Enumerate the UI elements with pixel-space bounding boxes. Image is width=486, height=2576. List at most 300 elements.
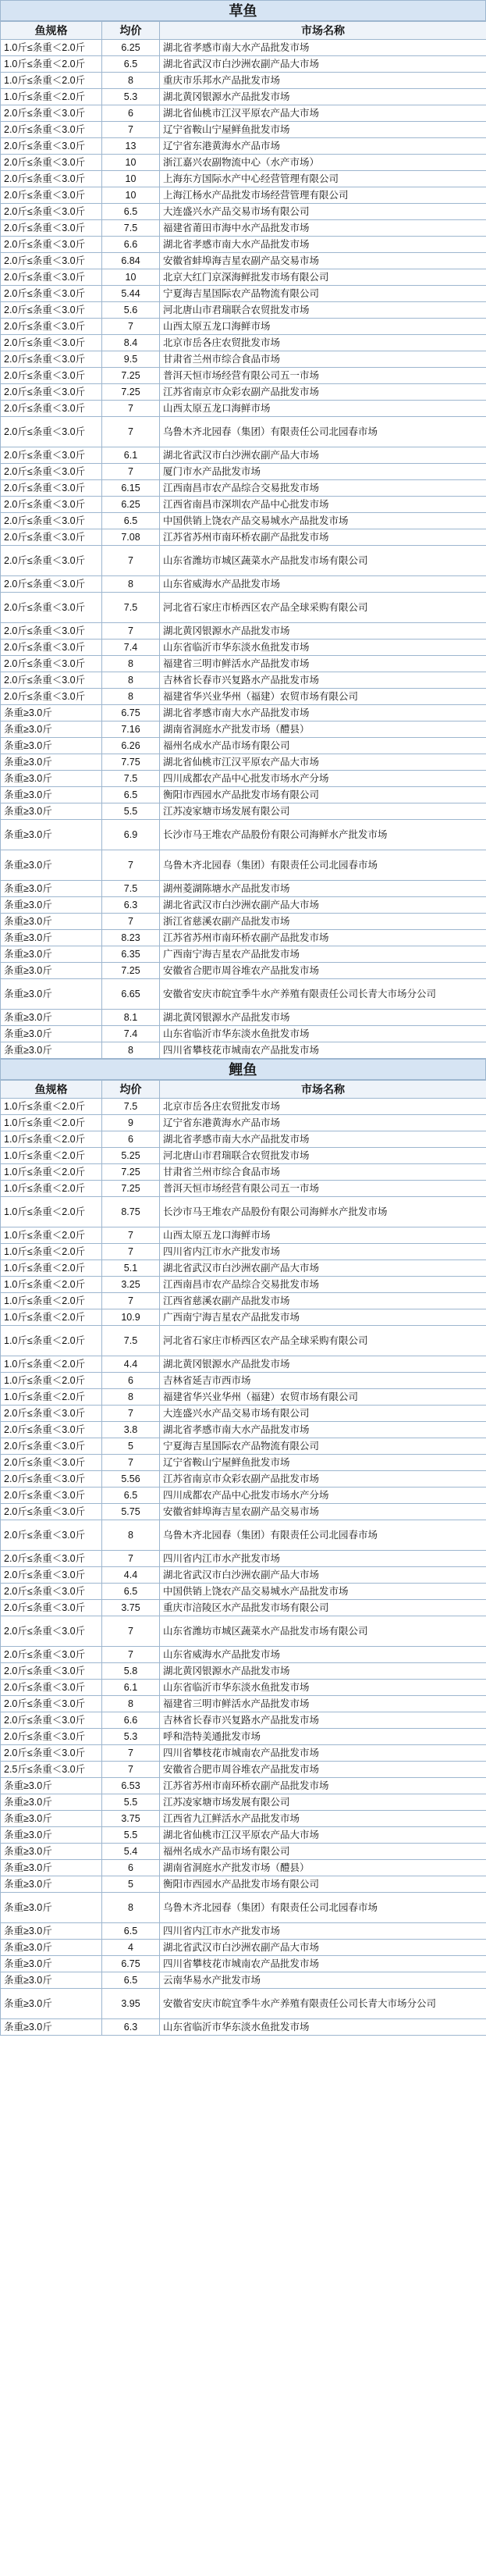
market-cell: 上海江杨水产品批发市场经营管理有限公司 (160, 187, 486, 204)
table-row (1, 1680, 486, 1696)
price-cell: 5.5 (102, 1794, 160, 1811)
spec-cell: 条重≥3.0斤 (1, 754, 102, 771)
spec-cell: 2.0斤≤条重＜3.0斤 (1, 1680, 102, 1696)
price-cell: 3.8 (102, 1422, 160, 1438)
spec-cell: 条重≥3.0斤 (1, 771, 102, 787)
header-spec: 鱼规格 (1, 1081, 102, 1099)
table-row (1, 351, 486, 368)
price-cell: 6.84 (102, 253, 160, 269)
table-row (1, 787, 486, 803)
price-cell: 7.25 (102, 368, 160, 384)
market-cell: 山东省威海水产品批发市场 (160, 576, 486, 593)
spec-cell: 1.0斤≤条重＜2.0斤 (1, 1148, 102, 1164)
spec-cell: 2.0斤≤条重＜3.0斤 (1, 286, 102, 302)
price-cell: 8 (102, 1520, 160, 1551)
market-cell: 湖北黄冈银源水产品批发市场 (160, 89, 486, 105)
spec-cell: 1.0斤≤条重＜2.0斤 (1, 1389, 102, 1406)
price-cell: 6.5 (102, 1923, 160, 1940)
table-row (1, 754, 486, 771)
price-cell: 8 (102, 1893, 160, 1923)
table-row (1, 204, 486, 220)
price-cell: 6.3 (102, 2019, 160, 2036)
table-row (1, 1811, 486, 1827)
spec-cell: 1.0斤≤条重＜2.0斤 (1, 1197, 102, 1227)
table-row (1, 1940, 486, 1956)
table-row (1, 546, 486, 576)
spec-cell: 2.0斤≤条重＜3.0斤 (1, 1729, 102, 1745)
market-cell: 江苏凌家塘市场发展有限公司 (160, 803, 486, 820)
market-cell: 安徽省合肥市周谷堆农产品批发市场 (160, 1762, 486, 1778)
market-cell: 厦门市水产品批发市场 (160, 464, 486, 480)
market-cell: 江苏省苏州市南环桥农副产品批发市场 (160, 529, 486, 546)
spec-cell: 2.0斤≤条重＜3.0斤 (1, 623, 102, 640)
spec-cell: 2.0斤≤条重＜3.0斤 (1, 253, 102, 269)
price-cell: 6.1 (102, 447, 160, 464)
market-cell: 湖北省孝感市南大水产品批发市场 (160, 1422, 486, 1438)
table-row (1, 1794, 486, 1811)
spec-cell: 1.0斤≤条重＜2.0斤 (1, 73, 102, 89)
spec-cell: 2.0斤≤条重＜3.0斤 (1, 171, 102, 187)
price-cell: 7 (102, 319, 160, 335)
market-cell: 湖北省孝感市南大水产品批发市场 (160, 1131, 486, 1148)
market-cell: 吉林省长春市兴复路水产品批发市场 (160, 1712, 486, 1729)
table-row (1, 464, 486, 480)
price-cell: 7.25 (102, 384, 160, 401)
market-cell: 山东省临沂市华东淡水鱼批发市场 (160, 640, 486, 656)
table-row (1, 881, 486, 897)
spec-cell: 2.0斤≤条重＜3.0斤 (1, 1455, 102, 1471)
spec-cell: 条重≥3.0斤 (1, 803, 102, 820)
spec-cell: 1.0斤≤条重＜2.0斤 (1, 1293, 102, 1309)
market-cell: 山东省潍坊市城区蔬菜水产品批发市场有限公司 (160, 1616, 486, 1647)
spec-cell: 2.0斤≤条重＜3.0斤 (1, 1567, 102, 1584)
market-cell: 福州名成水产品市场有限公司 (160, 738, 486, 754)
table-row (1, 417, 486, 447)
price-cell: 6.26 (102, 738, 160, 754)
price-cell: 7 (102, 1455, 160, 1471)
table-row (1, 497, 486, 513)
market-cell: 湖北省武汉市白沙洲农副产品大市场 (160, 1940, 486, 1956)
table-row (1, 1010, 486, 1026)
spec-cell: 2.0斤≤条重＜3.0斤 (1, 122, 102, 138)
spec-cell: 2.0斤≤条重＜3.0斤 (1, 1438, 102, 1455)
market-cell: 湖南省洞庭水产批发市场（醴县） (160, 721, 486, 738)
market-cell: 北京市岳各庄农贸批发市场 (160, 1099, 486, 1115)
section-title: 鲤鱼 (0, 1059, 486, 1080)
table-row (1, 771, 486, 787)
table-row (1, 1647, 486, 1663)
spec-cell: 2.0斤≤条重＜3.0斤 (1, 656, 102, 672)
market-cell: 湖南省洞庭水产批发市场（醴县） (160, 1860, 486, 1876)
spec-cell: 2.0斤≤条重＜3.0斤 (1, 417, 102, 447)
spec-cell: 条重≥3.0斤 (1, 820, 102, 850)
market-cell: 山西太原五龙口海鲜市场 (160, 401, 486, 417)
market-cell: 湖北省仙桃市江汉平原农产品大市场 (160, 1827, 486, 1844)
price-cell: 8.1 (102, 1010, 160, 1026)
price-cell: 6.25 (102, 40, 160, 56)
market-cell: 山西太原五龙口海鲜市场 (160, 319, 486, 335)
market-cell: 湖北省仙桃市江汉平原农产品大市场 (160, 105, 486, 122)
spec-cell: 条重≥3.0斤 (1, 721, 102, 738)
section-title: 草鱼 (0, 0, 486, 21)
spec-cell: 1.0斤≤条重＜2.0斤 (1, 89, 102, 105)
table-row (1, 1131, 486, 1148)
table-row (1, 1099, 486, 1115)
spec-cell: 条重≥3.0斤 (1, 881, 102, 897)
spec-cell: 1.0斤≤条重＜2.0斤 (1, 1131, 102, 1148)
table-row (1, 914, 486, 930)
price-cell: 10 (102, 187, 160, 204)
table-row (1, 930, 486, 946)
price-cell: 6.5 (102, 1972, 160, 1989)
table-row (1, 1148, 486, 1164)
market-cell: 重庆市乐邦水产品批发市场 (160, 73, 486, 89)
spec-cell: 2.0斤≤条重＜3.0斤 (1, 138, 102, 155)
spec-cell: 2.0斤≤条重＜3.0斤 (1, 640, 102, 656)
price-cell: 4 (102, 1940, 160, 1956)
spec-cell: 2.0斤≤条重＜3.0斤 (1, 368, 102, 384)
table-row (1, 1422, 486, 1438)
table-row (1, 1956, 486, 1972)
table-row (1, 513, 486, 529)
price-cell: 8 (102, 1696, 160, 1712)
market-cell: 福建省三明市鲜活水产品批发市场 (160, 1696, 486, 1712)
table-row (1, 1389, 486, 1406)
table-row (1, 1972, 486, 1989)
price-cell: 8 (102, 689, 160, 705)
spec-cell: 2.0斤≤条重＜3.0斤 (1, 187, 102, 204)
table-row (1, 1488, 486, 1504)
table-row (1, 40, 486, 56)
price-cell: 13 (102, 138, 160, 155)
table-row (1, 672, 486, 689)
table-row (1, 1584, 486, 1600)
market-cell: 江西南昌市农产品综合交易批发市场 (160, 1277, 486, 1293)
price-cell: 6.5 (102, 513, 160, 529)
market-cell: 湖北黄冈银源水产品批发市场 (160, 1663, 486, 1680)
price-cell: 7 (102, 623, 160, 640)
spec-cell: 2.0斤≤条重＜3.0斤 (1, 480, 102, 497)
price-cell: 7.25 (102, 1164, 160, 1181)
spec-cell: 条重≥3.0斤 (1, 1876, 102, 1893)
market-cell: 湖北省孝感市南大水产品批发市场 (160, 237, 486, 253)
header-spec: 鱼规格 (1, 22, 102, 40)
price-cell: 6.5 (102, 1584, 160, 1600)
table-row (1, 319, 486, 335)
price-cell: 6.75 (102, 1956, 160, 1972)
market-cell: 辽宁省鞍山宁屋鲜鱼批发市场 (160, 122, 486, 138)
price-cell: 6.1 (102, 1680, 160, 1696)
table-row (1, 721, 486, 738)
table-row (1, 820, 486, 850)
table-row (1, 1745, 486, 1762)
spec-cell: 条重≥3.0斤 (1, 946, 102, 963)
price-cell: 6.15 (102, 480, 160, 497)
table-row (1, 1520, 486, 1551)
spec-cell: 1.0斤≤条重＜2.0斤 (1, 1309, 102, 1326)
price-cell: 8.23 (102, 930, 160, 946)
market-cell: 中国供销上饶农产品交易城水产品批发市场 (160, 513, 486, 529)
market-cell: 安徽省安庆市皖宜季牛水产养殖有限责任公司长青大市场分公司 (160, 979, 486, 1010)
spec-cell: 条重≥3.0斤 (1, 787, 102, 803)
spec-cell: 条重≥3.0斤 (1, 1893, 102, 1923)
spec-cell: 条重≥3.0斤 (1, 1778, 102, 1794)
price-cell: 7 (102, 1244, 160, 1260)
spec-cell: 条重≥3.0斤 (1, 1010, 102, 1026)
price-cell: 7.25 (102, 1181, 160, 1197)
spec-cell: 2.0斤≤条重＜3.0斤 (1, 529, 102, 546)
spec-cell: 条重≥3.0斤 (1, 1860, 102, 1876)
spec-cell: 条重≥3.0斤 (1, 2019, 102, 2036)
spec-cell: 条重≥3.0斤 (1, 1042, 102, 1059)
market-cell: 四川省内江市水产批发市场 (160, 1551, 486, 1567)
market-cell: 山东省潍坊市城区蔬菜水产品批发市场有限公司 (160, 546, 486, 576)
table-row (1, 1712, 486, 1729)
market-cell: 湖北省武汉市白沙洲农副产品大市场 (160, 897, 486, 914)
market-cell: 湖北黄冈银源水产品批发市场 (160, 623, 486, 640)
table-row (1, 155, 486, 171)
table-row (1, 1260, 486, 1277)
market-cell: 湖北省孝感市南大水产品批发市场 (160, 705, 486, 721)
market-cell: 大连盛兴水产品交易市场有限公司 (160, 204, 486, 220)
price-cell: 7.5 (102, 593, 160, 623)
table-row (1, 269, 486, 286)
table-row (1, 738, 486, 754)
spec-cell: 条重≥3.0斤 (1, 1026, 102, 1042)
price-cell: 10 (102, 269, 160, 286)
table-row (1, 963, 486, 979)
table-row (1, 1277, 486, 1293)
market-cell: 乌鲁木齐北园春（集团）有限责任公司北园春市场 (160, 417, 486, 447)
table-row (1, 1181, 486, 1197)
table-row (1, 138, 486, 155)
table-row (1, 1989, 486, 2019)
market-cell: 上海东方国际水产中心经营管理有限公司 (160, 171, 486, 187)
price-cell: 7 (102, 401, 160, 417)
price-cell: 7 (102, 914, 160, 930)
table-row (1, 1042, 486, 1059)
price-cell: 3.75 (102, 1811, 160, 1827)
market-cell: 湖北黄冈银源水产品批发市场 (160, 1010, 486, 1026)
spec-cell: 2.0斤≤条重＜3.0斤 (1, 464, 102, 480)
table-row (1, 1197, 486, 1227)
price-cell: 7 (102, 1406, 160, 1422)
market-cell: 宁夏海吉星国际农产品物流有限公司 (160, 286, 486, 302)
price-cell: 6.75 (102, 705, 160, 721)
table-row (1, 480, 486, 497)
price-cell: 7.5 (102, 771, 160, 787)
spec-cell: 条重≥3.0斤 (1, 850, 102, 881)
spec-cell: 条重≥3.0斤 (1, 1827, 102, 1844)
spec-cell: 2.0斤≤条重＜3.0斤 (1, 497, 102, 513)
spec-cell: 2.0斤≤条重＜3.0斤 (1, 513, 102, 529)
price-cell: 6.5 (102, 1488, 160, 1504)
spec-cell: 1.0斤≤条重＜2.0斤 (1, 1356, 102, 1373)
table-row (1, 384, 486, 401)
spec-cell: 1.0斤≤条重＜2.0斤 (1, 1227, 102, 1244)
header-row (1, 22, 486, 40)
market-cell: 乌鲁木齐北园春（集团）有限责任公司北园春市场 (160, 850, 486, 881)
table-row (1, 1164, 486, 1181)
price-cell: 7.4 (102, 640, 160, 656)
market-cell: 湖北省孝感市南大水产品批发市场 (160, 40, 486, 56)
spec-cell: 2.0斤≤条重＜3.0斤 (1, 319, 102, 335)
market-cell: 甘肃省兰州市综合食品市场 (160, 351, 486, 368)
price-cell: 9 (102, 1115, 160, 1131)
spec-cell: 条重≥3.0斤 (1, 930, 102, 946)
price-cell: 6.3 (102, 897, 160, 914)
price-cell: 8.4 (102, 335, 160, 351)
spec-cell: 条重≥3.0斤 (1, 963, 102, 979)
table-row (1, 1504, 486, 1520)
table-row (1, 1876, 486, 1893)
price-cell: 7 (102, 1745, 160, 1762)
table-row (1, 850, 486, 881)
table-row (1, 2019, 486, 2036)
price-cell: 6.5 (102, 787, 160, 803)
market-cell: 长沙市马王堆农产品股份有限公司海鲜水产批发市场 (160, 820, 486, 850)
price-cell: 3.25 (102, 1277, 160, 1293)
price-cell: 5.25 (102, 1148, 160, 1164)
spec-cell: 1.0斤≤条重＜2.0斤 (1, 1260, 102, 1277)
table-row (1, 1616, 486, 1647)
spec-cell: 2.0斤≤条重＜3.0斤 (1, 1471, 102, 1488)
price-cell: 5.8 (102, 1663, 160, 1680)
table-row (1, 803, 486, 820)
market-cell: 河北唐山市君瑞联合农贸批发市场 (160, 1148, 486, 1164)
spec-cell: 2.0斤≤条重＜3.0斤 (1, 105, 102, 122)
market-cell: 吉林省长春市兴复路水产品批发市场 (160, 672, 486, 689)
market-cell: 湖北省武汉市白沙洲农副产品大市场 (160, 56, 486, 73)
market-cell: 江苏省南京市众彩农副产品批发市场 (160, 1471, 486, 1488)
price-cell: 5.56 (102, 1471, 160, 1488)
price-cell: 8 (102, 656, 160, 672)
table-row (1, 1923, 486, 1940)
spec-cell: 条重≥3.0斤 (1, 738, 102, 754)
table-row (1, 105, 486, 122)
spec-cell: 1.0斤≤条重＜2.0斤 (1, 1115, 102, 1131)
table-row (1, 1455, 486, 1471)
market-cell: 江西省南昌市深圳农产品中心批发市场 (160, 497, 486, 513)
table-row (1, 187, 486, 204)
spec-cell: 2.0斤≤条重＜3.0斤 (1, 302, 102, 319)
market-cell: 山西太原五龙口海鲜市场 (160, 1227, 486, 1244)
price-cell: 3.75 (102, 1600, 160, 1616)
spec-cell: 1.0斤≤条重＜2.0斤 (1, 1244, 102, 1260)
spec-cell: 2.0斤≤条重＜3.0斤 (1, 384, 102, 401)
market-cell: 浙江省慈溪农副产品批发市场 (160, 914, 486, 930)
spec-cell: 条重≥3.0斤 (1, 1811, 102, 1827)
market-cell: 衡阳市西园水产品批发市场有限公司 (160, 1876, 486, 1893)
market-cell: 山东省临沂市华东淡水鱼批发市场 (160, 2019, 486, 2036)
header-market: 市场名称 (160, 22, 486, 40)
spec-cell: 2.0斤≤条重＜3.0斤 (1, 1584, 102, 1600)
table-row (1, 335, 486, 351)
market-cell: 广西南宁海吉星农产品批发市场 (160, 946, 486, 963)
spec-cell: 2.0斤≤条重＜3.0斤 (1, 1520, 102, 1551)
market-cell: 长沙市马王堆农产品股份有限公司海鲜水产批发市场 (160, 1197, 486, 1227)
table-row (1, 689, 486, 705)
market-cell: 福建省三明市鲜活水产品批发市场 (160, 656, 486, 672)
price-cell: 5 (102, 1876, 160, 1893)
market-cell: 湖北省仙桃市江汉平原农产品大市场 (160, 754, 486, 771)
table-row (1, 447, 486, 464)
spec-cell: 2.0斤≤条重＜3.0斤 (1, 1406, 102, 1422)
table-row (1, 56, 486, 73)
price-cell: 7 (102, 1762, 160, 1778)
table-row (1, 1309, 486, 1326)
price-cell: 6 (102, 1373, 160, 1389)
price-cell: 3.95 (102, 1989, 160, 2019)
market-cell: 河北省石家庄市桥西区农产品全球采购有限公司 (160, 593, 486, 623)
spec-cell: 条重≥3.0斤 (1, 897, 102, 914)
market-cell: 四川省攀枝花市城南农产品批发市场 (160, 1042, 486, 1059)
market-cell: 河北省石家庄市桥西区农产品全球采购有限公司 (160, 1326, 486, 1356)
spec-cell: 1.0斤≤条重＜2.0斤 (1, 1373, 102, 1389)
price-cell: 7.25 (102, 963, 160, 979)
spec-cell: 2.0斤≤条重＜3.0斤 (1, 1616, 102, 1647)
market-cell: 乌鲁木齐北园春（集团）有限责任公司北园春市场 (160, 1520, 486, 1551)
spec-cell: 2.0斤≤条重＜3.0斤 (1, 576, 102, 593)
table-row (1, 979, 486, 1010)
table-row (1, 1373, 486, 1389)
market-cell: 湖北黄冈银源水产品批发市场 (160, 1356, 486, 1373)
market-cell: 江西省九江鲜活水产品批发市场 (160, 1811, 486, 1827)
market-cell: 福建省华兴业华州（福建）农贸市场有限公司 (160, 689, 486, 705)
price-cell: 8 (102, 672, 160, 689)
market-cell: 湖北省武汉市白沙洲农副产品大市场 (160, 447, 486, 464)
table-row (1, 1293, 486, 1309)
market-cell: 湖州菱湖陈塘水产品批发市场 (160, 881, 486, 897)
spec-cell: 2.0斤≤条重＜3.0斤 (1, 401, 102, 417)
spec-cell: 2.0斤≤条重＜3.0斤 (1, 1551, 102, 1567)
price-cell: 5.3 (102, 1729, 160, 1745)
price-cell: 6 (102, 1131, 160, 1148)
market-cell: 吉林省延吉市西市场 (160, 1373, 486, 1389)
market-cell: 安徽省安庆市皖宜季牛水产养殖有限责任公司长青大市场分公司 (160, 1989, 486, 2019)
price-cell: 6.5 (102, 56, 160, 73)
market-cell: 福建省莆田市海中水产品批发市场 (160, 220, 486, 237)
price-cell: 9.5 (102, 351, 160, 368)
spec-cell: 2.0斤≤条重＜3.0斤 (1, 689, 102, 705)
table-row (1, 576, 486, 593)
table-row (1, 302, 486, 319)
table-row (1, 593, 486, 623)
table-row (1, 286, 486, 302)
price-cell: 7.75 (102, 754, 160, 771)
table-row (1, 1663, 486, 1680)
header-price: 均价 (102, 1081, 160, 1099)
market-cell: 四川省攀枝花市城南农产品批发市场 (160, 1745, 486, 1762)
price-cell: 5 (102, 1438, 160, 1455)
table-row (1, 1844, 486, 1860)
price-cell: 7 (102, 1227, 160, 1244)
market-cell: 山东省威海水产品批发市场 (160, 1647, 486, 1663)
table-row (1, 640, 486, 656)
spec-cell: 条重≥3.0斤 (1, 1923, 102, 1940)
market-cell: 呼和浩特美通批发市场 (160, 1729, 486, 1745)
market-cell: 辽宁省东港黄海水产品市场 (160, 1115, 486, 1131)
table-row (1, 1406, 486, 1422)
spec-cell: 1.0斤≤条重＜2.0斤 (1, 1326, 102, 1356)
table-row (1, 122, 486, 138)
price-cell: 6.35 (102, 946, 160, 963)
table-row (1, 656, 486, 672)
price-cell: 5.6 (102, 302, 160, 319)
market-cell: 河北唐山市君瑞联合农贸批发市场 (160, 302, 486, 319)
market-cell: 宁夏海吉星国际农产品物流有限公司 (160, 1438, 486, 1455)
table-row (1, 946, 486, 963)
